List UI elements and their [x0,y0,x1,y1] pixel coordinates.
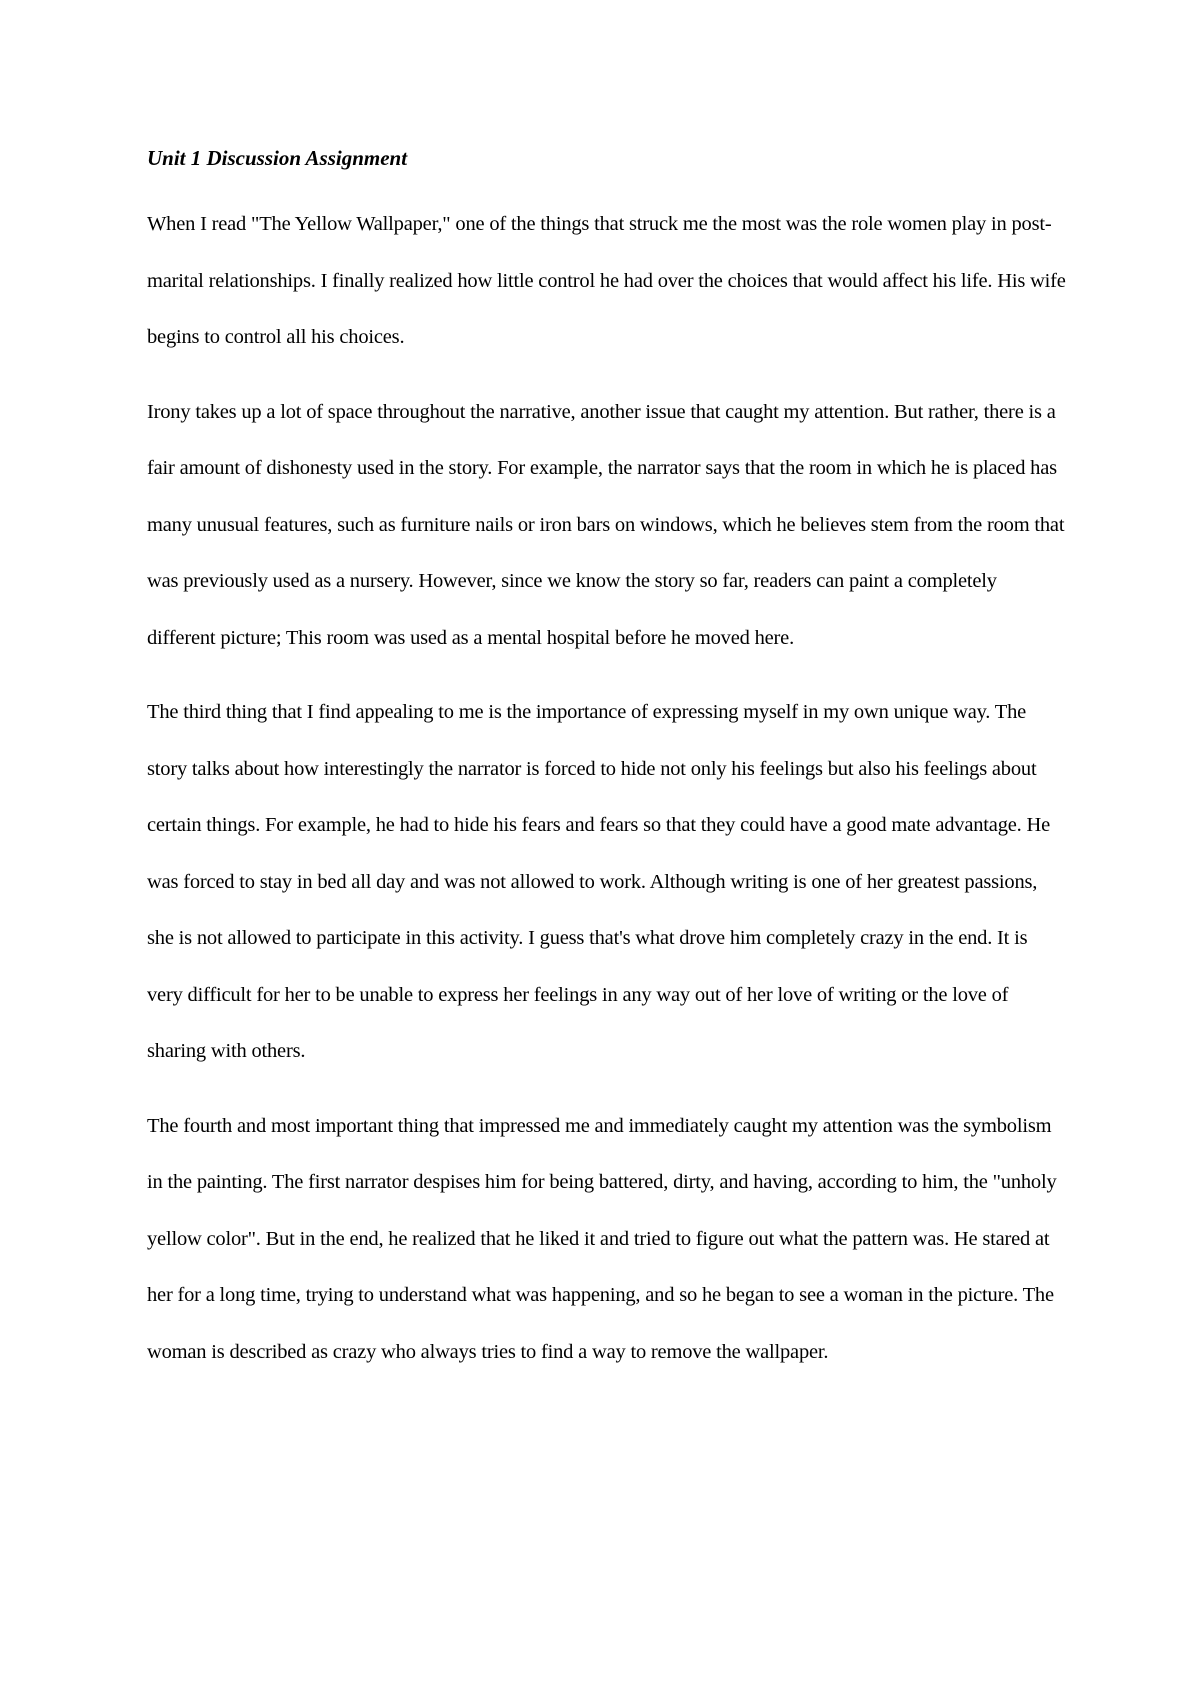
paragraph-4: The fourth and most important thing that impressed me and immediately caught my attention was the symbolism in the painting. The first narrator despises him for being battered, dirty, and having, according to him, the "unholy yellow color". But in the end, he realized that he liked it and tried to figure out what the pattern was. He stared at her for a long time, trying to understand what was happening, and so he began to see a woman in the picture. The woman is described as crazy who always tries to find a way to remove the wallpaper. [147,1114,1057,1363]
paragraph-2: Irony takes up a lot of space throughout the narrative, another issue that caught my attention. But rather, there is a fair amount of dishonesty used in the story. For example, the narrator says that the room in which he is placed has many unusual features, such as furniture nails or iron bars on windows, which he believes stem from the room that was previously used as a nursery. However, since we know the story so far, readers can paint a completely different picture; This room was used as a mental hospital before he moved here. [147,400,1065,649]
paragraph-1: When I read "The Yellow Wallpaper," one of the things that struck me the most was the role women play in post-marital relationships. I finally realized how little control he had over the choices that would affect his life. His wife begins to control all his choices. [147,213,1066,348]
paragraph-3: The third thing that I find appealing to me is the importance of expressing myself in my own unique way. The story talks about how interestingly the narrator is forced to hide not only his feelings but also his feelings about certain things. For example, he had to hide his fears and fears so that they could have a good mate advantage. He was forced to stay in bed all day and was not allowed to work. Although writing is one of her greatest passions, she is not allowed to participate in this activity. I guess that's what drove him completely crazy in the end. It is very difficult for her to be unable to express her feelings in any way out of her love of writing or the love of sharing with others. [147,701,1051,1062]
document-page [147,144,1067,1398]
document-title: Unit 1 Discussion Assignment [147,146,408,170]
